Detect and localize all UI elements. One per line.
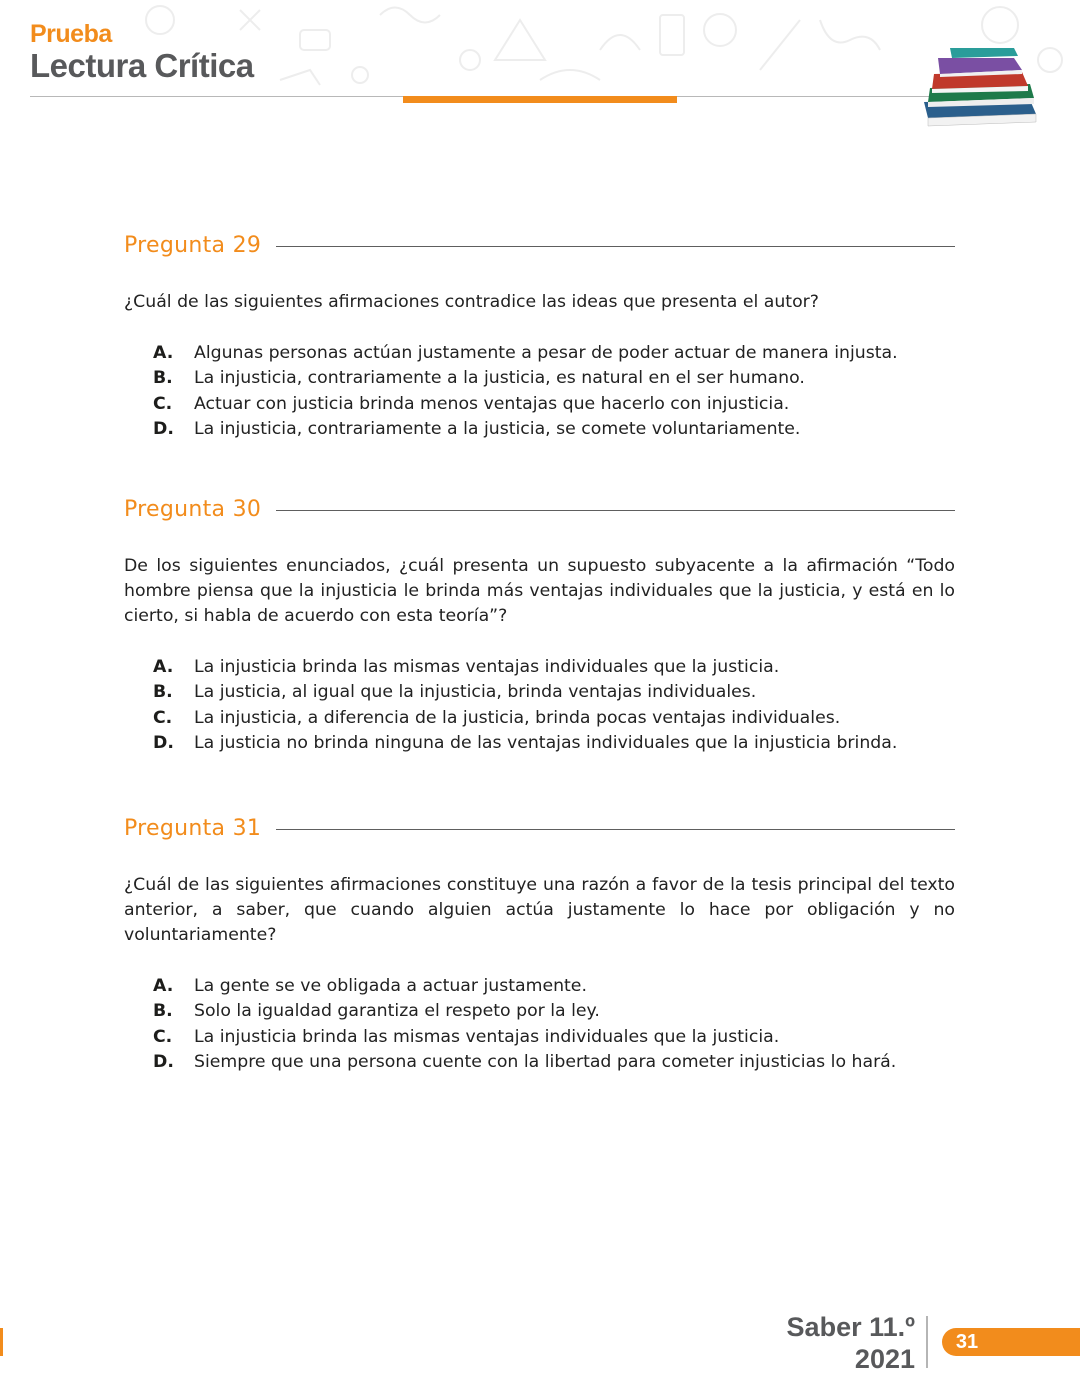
option-d[interactable]: [124, 731, 955, 756]
option-c[interactable]: [124, 1025, 955, 1050]
option-letter: A.: [153, 976, 174, 996]
option-d[interactable]: [124, 1050, 955, 1075]
question-heading: [124, 811, 955, 845]
option-text: La injusticia brinda las mismas ventajas individuales que la justicia.: [194, 1026, 780, 1047]
option-a[interactable]: [124, 655, 955, 680]
option-b[interactable]: [124, 366, 955, 391]
option-letter: C.: [153, 707, 173, 728]
option-text: La justicia no brinda ninguna de las ventajas individuales que la injusticia brinda.: [194, 732, 898, 753]
question-title: Pregunta 29: [124, 232, 262, 258]
option-text: La injusticia, contrariamente a la justicia, es natural en el ser humano.: [194, 368, 805, 389]
option-letter: A.: [153, 343, 174, 363]
books-stack-icon: [918, 44, 1043, 130]
option-letter: B.: [153, 682, 173, 703]
options-list: [124, 655, 955, 756]
question-heading: [124, 492, 955, 526]
options-list: [124, 341, 955, 442]
header-accent-bar: [403, 96, 677, 103]
heading-rule: [276, 510, 955, 511]
heading-rule: [276, 246, 955, 247]
option-text: Actuar con justicia brinda menos ventajas que hacerlo con injusticia.: [194, 393, 790, 414]
question-30: [124, 492, 955, 756]
options-list: [124, 974, 955, 1075]
question-stem: ¿Cuál de las siguientes afirmaciones constituye una razón a favor de la tesis principal del texto anterior, a saber, que cuando alguien actúa justamente lo hace por obligación y no voluntariamente?: [124, 875, 955, 945]
header-label: Prueba: [30, 20, 112, 48]
option-text: La gente se ve obligada a actuar justamente.: [194, 976, 587, 996]
question-title: Pregunta 31: [124, 815, 262, 841]
option-letter: B.: [153, 368, 173, 389]
option-letter: D.: [153, 1051, 174, 1072]
footer-year: 2021: [854, 1344, 915, 1374]
option-text: La injusticia, a diferencia de la justicia, brinda pocas ventajas individuales.: [194, 707, 841, 728]
question-heading: [124, 228, 955, 262]
option-text: La injusticia, contrariamente a la justicia, se comete voluntariamente.: [194, 418, 801, 439]
option-letter: B.: [153, 1001, 173, 1022]
heading-rule: [276, 829, 955, 830]
option-text: Siempre que una persona cuente con la libertad para cometer injusticias lo hará.: [194, 1051, 897, 1072]
option-c[interactable]: [124, 706, 955, 731]
option-text: La injusticia brinda las mismas ventajas individuales que la justicia.: [194, 657, 780, 677]
header-title: Lectura Crítica: [30, 47, 254, 84]
option-letter: D.: [153, 732, 174, 753]
footer-divider: [926, 1316, 928, 1368]
option-text: Solo la igualdad garantiza el respeto por la ley.: [194, 1001, 600, 1022]
question-title: Pregunta 30: [124, 496, 262, 522]
option-b[interactable]: [124, 999, 955, 1024]
option-d[interactable]: [124, 417, 955, 442]
option-letter: A.: [153, 657, 174, 677]
question-29: [124, 228, 955, 442]
footer-left-bar: [0, 1328, 3, 1356]
option-b[interactable]: [124, 680, 955, 705]
option-text: Algunas personas actúan justamente a pesar de poder actuar de manera injusta.: [194, 343, 898, 363]
question-stem: ¿Cuál de las siguientes afirmaciones contradice las ideas que presenta el autor?: [124, 292, 819, 312]
option-letter: C.: [153, 393, 173, 414]
question-31: [124, 811, 955, 1075]
option-a[interactable]: [124, 974, 955, 999]
option-letter: D.: [153, 418, 174, 439]
question-stem: De los siguientes enunciados, ¿cuál presenta un supuesto subyacente a la afirmación “Todo hombre piensa que la injusticia le brinda más ventajas individuales que la justicia, y está en lo cierto, si habla de acuerdo con esta teoría”?: [124, 556, 955, 626]
option-a[interactable]: [124, 341, 955, 366]
option-c[interactable]: [124, 392, 955, 417]
option-text: La justicia, al igual que la injusticia, brinda ventajas individuales.: [194, 682, 757, 703]
page-number: 31: [955, 1331, 979, 1353]
option-letter: C.: [153, 1026, 173, 1047]
footer-exam-name: Saber 11.º: [786, 1312, 915, 1342]
